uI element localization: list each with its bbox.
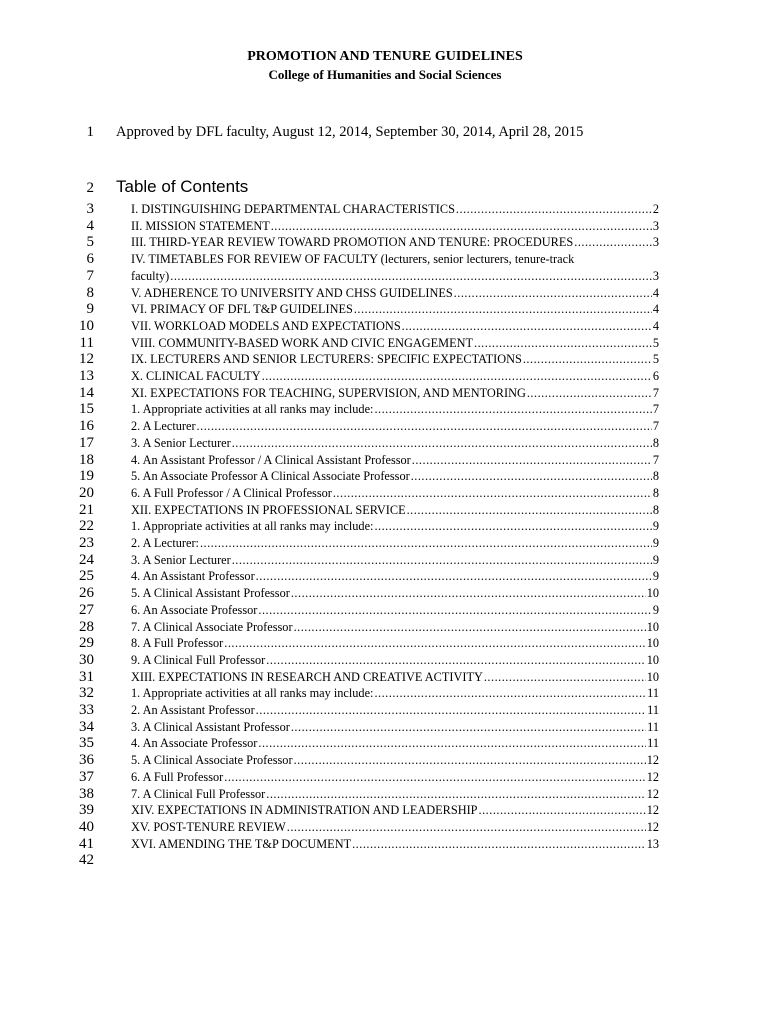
toc-entry-page: 10 [646,669,659,684]
toc-entry[interactable] [131,802,659,819]
toc-leader-dots [232,435,652,452]
toc-leader-dots [402,318,652,335]
toc-leader-dots [484,669,646,686]
toc-leader-dots [266,652,645,669]
toc-entry[interactable] [131,702,659,719]
toc-entry[interactable] [131,318,659,335]
toc-entry-title: 5. A Clinical Assistant Professor [131,586,290,601]
line-number: 15 [79,401,94,418]
toc-entry[interactable] [131,652,659,669]
toc-entry-title: VI. PRIMACY OF DFL T&P GUIDELINES [131,302,353,317]
line-number: 7 [86,267,94,284]
line-number: 10 [79,317,94,334]
toc-leader-dots [411,468,652,485]
line-number: 27 [79,601,94,618]
toc-entry-page: 6 [652,369,659,383]
toc-leader-dots [374,518,651,535]
line-number: 31 [79,668,94,685]
toc-leader-dots [287,819,646,836]
toc-leader-dots [374,685,646,702]
toc-leader-dots [262,368,652,385]
toc-entry-page: 8 [652,435,659,450]
toc-entry-page: 12 [646,803,659,818]
toc-leader-dots [291,719,646,736]
toc-entry[interactable] [131,535,659,552]
toc-entry[interactable] [131,518,659,535]
line-number: 16 [79,418,94,435]
toc-entry[interactable] [131,335,659,352]
toc-entry[interactable] [131,301,659,318]
toc-entry-title: IV. TIMETABLES FOR REVIEW OF FACULTY (lecturers, senior lecturers, tenure-track [131,252,575,267]
toc-entry[interactable] [131,585,659,602]
toc-entry-page: 10 [646,652,659,667]
toc-entry-page: 5 [652,352,659,367]
line-number: 11 [79,334,94,351]
toc-entry-page: 9 [652,602,659,617]
line-number: 39 [79,802,94,819]
toc-leader-dots [291,585,646,602]
line-number: 30 [79,651,94,668]
toc-entry-title: 9. A Clinical Full Professor [131,652,266,667]
toc-entry-title: 1. Appropriate activities at all ranks may include: [131,686,374,701]
line-number: 42 [79,852,94,869]
toc-entry[interactable] [131,568,659,585]
toc-entry-page: 3 [652,268,659,283]
toc-leader-dots [527,385,652,402]
toc-entry[interactable] [131,819,659,836]
toc-entry-title: XIV. EXPECTATIONS IN ADMINISTRATION AND LEADERSHIP [131,803,478,818]
toc-leader-dots [333,485,652,502]
toc-leader-dots [200,535,652,552]
toc-entry-title: 4. An Assistant Professor / A Clinical Assistant Professor [131,452,411,467]
line-number: 29 [79,635,94,652]
toc-entry-page: 12 [646,786,659,801]
toc-entry-title: I. DISTINGUISHING DEPARTMENTAL CHARACTERISTICS [131,202,455,216]
toc-entry-page: 12 [646,769,659,784]
toc-entry[interactable] [131,268,659,285]
line-number: 8 [86,284,94,301]
toc-entry[interactable] [131,251,659,268]
line-number: 35 [79,735,94,752]
toc-entry[interactable] [131,752,659,769]
toc-leader-dots [354,301,652,318]
toc-leader-dots [232,552,652,569]
line-number: 26 [79,585,94,602]
toc-leader-dots [374,401,651,418]
toc-leader-dots [294,752,646,769]
toc-entry-title: II. MISSION STATEMENT [131,218,270,233]
line-number: 4 [86,217,94,234]
toc-entry-title: 3. A Clinical Assistant Professor [131,719,290,734]
toc-leader-dots [224,635,645,652]
toc-entry-page: 11 [647,703,659,717]
toc-entry[interactable] [131,285,659,302]
toc-entry-title: 5. An Associate Professor A Clinical Associate Professor [131,469,410,484]
toc-entry-page: 10 [646,636,659,651]
toc-entry[interactable] [131,502,659,519]
toc-entry-page: 8 [652,485,659,500]
line-number: 25 [79,568,94,585]
toc-leader-dots [256,568,652,585]
toc-leader-dots [574,234,652,251]
toc-leader-dots [197,418,652,435]
toc-entry[interactable] [131,719,659,736]
toc-entry[interactable] [131,602,659,619]
toc-entry[interactable] [131,735,659,752]
toc-leader-dots [474,335,652,352]
line-number: 3 [86,201,94,217]
toc-entry-title: 8. A Full Professor [131,636,224,651]
document-subtitle: College of Humanities and Social Sciences [268,67,502,82]
toc-entry-title: XI. EXPECTATIONS FOR TEACHING, SUPERVISION, AND MENTORING [131,385,526,400]
toc-entry-page: 11 [647,736,659,751]
toc-entry[interactable] [131,452,659,469]
toc-entry-page: 11 [647,686,659,701]
toc-entry-page: 5 [652,335,659,350]
toc-entry-page: 7 [652,452,659,467]
toc-entry[interactable] [131,619,659,636]
line-number: 38 [79,785,94,802]
toc-entry-page: 7 [652,385,659,400]
toc-entry-title: XII. EXPECTATIONS IN PROFESSIONAL SERVICE [131,502,406,517]
toc-entry-page: 4 [652,285,659,300]
line-number: 20 [79,484,94,501]
line-number: 14 [79,384,94,401]
toc-entry-page: 13 [646,836,659,851]
toc-leader-dots [271,218,652,235]
toc-entry[interactable] [131,418,659,435]
toc-entry[interactable] [131,234,659,251]
toc-entry-title: faculty) [131,268,170,283]
toc-entry-title: 6. A Full Professor / A Clinical Professor [131,485,332,500]
toc-heading: Table of Contents [116,177,249,196]
line-number: 18 [79,451,94,468]
toc-entry-title: 5. A Clinical Associate Professor [131,753,293,768]
toc-entry-page: 3 [652,235,659,250]
line-number: 28 [79,618,94,635]
line-number: 24 [79,551,94,568]
line-number: 40 [79,818,94,835]
toc-entry-title: 1. Appropriate activities at all ranks may include: [131,519,374,534]
toc-entry-page: 11 [647,719,659,734]
line-number: 1 [86,124,94,140]
toc-entry-page: 2 [652,202,659,216]
toc-entry-title: IX. LECTURERS AND SENIOR LECTURERS: SPECIFIC EXPECTATIONS [131,352,522,367]
toc-leader-dots [454,285,652,302]
line-number: 13 [79,368,94,384]
toc-entry-page: 3 [652,218,659,233]
toc-entry-title: 2. An Assistant Professor [131,703,255,717]
toc-leader-dots [224,769,645,786]
toc-leader-dots [266,786,645,803]
toc-leader-dots [258,602,651,619]
toc-entry[interactable] [131,201,659,218]
line-number: 12 [79,351,94,368]
line-number: 9 [86,301,94,318]
toc-entry[interactable] [131,401,659,418]
toc-leader-dots [412,452,652,469]
toc-entry-page: 8 [652,502,659,517]
toc-entry-title: 2. A Lecturer: [131,536,199,550]
toc-entry-title: VIII. COMMUNITY-BASED WORK AND CIVIC ENGAGEMENT [131,335,474,350]
toc-leader-dots [170,268,652,285]
toc-entry-title: XV. POST-TENURE REVIEW [131,819,286,834]
toc-entry[interactable] [131,218,659,235]
line-number: 37 [79,768,94,785]
toc-entry-title: VII. WORKLOAD MODELS AND EXPECTATIONS [131,318,401,333]
toc-entry-title: XIII. EXPECTATIONS IN RESEARCH AND CREATIVE ACTIVITY [131,669,483,684]
toc-entry[interactable] [131,786,659,803]
toc-entry-title: 1. Appropriate activities at all ranks may include: [131,402,374,417]
toc-entry[interactable] [131,836,659,853]
toc-leader-dots [523,351,652,368]
toc-entry-title: 6. An Associate Professor [131,602,258,617]
line-number: 36 [79,752,94,769]
toc-entry-page: 9 [652,536,659,550]
toc-entry-title: 4. An Assistant Professor [131,569,255,584]
toc-leader-dots [294,619,646,636]
approval-statement: Approved by DFL faculty, August 12, 2014, September 30, 2014, April 28, 2015 [116,124,584,140]
toc-entry-page: 4 [652,318,659,333]
toc-entry[interactable] [131,669,659,686]
toc-entry[interactable] [131,685,659,702]
toc-entry-page: 4 [652,302,659,317]
line-number: 6 [86,251,94,268]
toc-entry-title: 3. A Senior Lecturer [131,552,231,567]
toc-entry[interactable] [131,468,659,485]
toc-entry[interactable] [131,385,659,402]
toc-entry[interactable] [131,368,659,385]
toc-entry-page: 10 [646,586,659,601]
toc-entry-page: 8 [652,469,659,484]
line-number: 33 [79,702,94,718]
toc-entry-page: 10 [646,619,659,634]
toc-entry[interactable] [131,485,659,502]
line-number: 21 [79,501,94,518]
line-number: 41 [79,835,94,852]
toc-entry-title: XVI. AMENDING THE T&P DOCUMENT [131,836,352,851]
toc-entry[interactable] [131,435,659,452]
line-number: 34 [79,718,94,735]
line-number: 2 [86,180,94,196]
toc-entry[interactable] [131,351,659,368]
toc-entry[interactable] [131,552,659,569]
line-number: 5 [86,234,94,251]
toc-entry-page: 12 [646,819,659,834]
toc-leader-dots [258,735,646,752]
toc-entry-title: 6. A Full Professor [131,769,224,784]
toc-leader-dots [352,836,646,853]
line-number: 23 [79,535,94,551]
toc-entry-title: V. ADHERENCE TO UNIVERSITY AND CHSS GUIDELINES [131,285,453,300]
toc-leader-dots [256,702,646,719]
line-number: 19 [79,468,94,485]
toc-entry-page: 12 [646,753,659,768]
toc-entry-page: 9 [652,552,659,567]
toc-entry-title: III. THIRD-YEAR REVIEW TOWARD PROMOTION AND TENURE: PROCEDURES [131,235,574,250]
toc-entry-page: 7 [652,402,659,417]
toc-entry[interactable] [131,635,659,652]
line-number: 32 [79,685,94,702]
toc-entry[interactable] [131,769,659,786]
toc-entry-title: 2. A Lecturer [131,419,196,434]
line-number: 22 [79,518,94,535]
toc-entry-title: 3. A Senior Lecturer [131,435,231,450]
document-title: PROMOTION AND TENURE GUIDELINES [247,49,523,64]
toc-entry-title: 7. A Clinical Full Professor [131,786,266,801]
line-number: 17 [79,434,94,451]
toc-entry-page: 9 [652,519,659,534]
toc-entry-title: 4. An Associate Professor [131,736,258,751]
toc-entry-page: 9 [652,569,659,584]
toc-leader-dots [407,502,652,519]
toc-leader-dots [479,802,646,819]
toc-leader-dots [456,201,652,218]
toc-entry-page: 7 [652,419,659,434]
toc-entry-title: 7. A Clinical Associate Professor [131,619,293,634]
toc-entry-title: X. CLINICAL FACULTY [131,369,261,383]
